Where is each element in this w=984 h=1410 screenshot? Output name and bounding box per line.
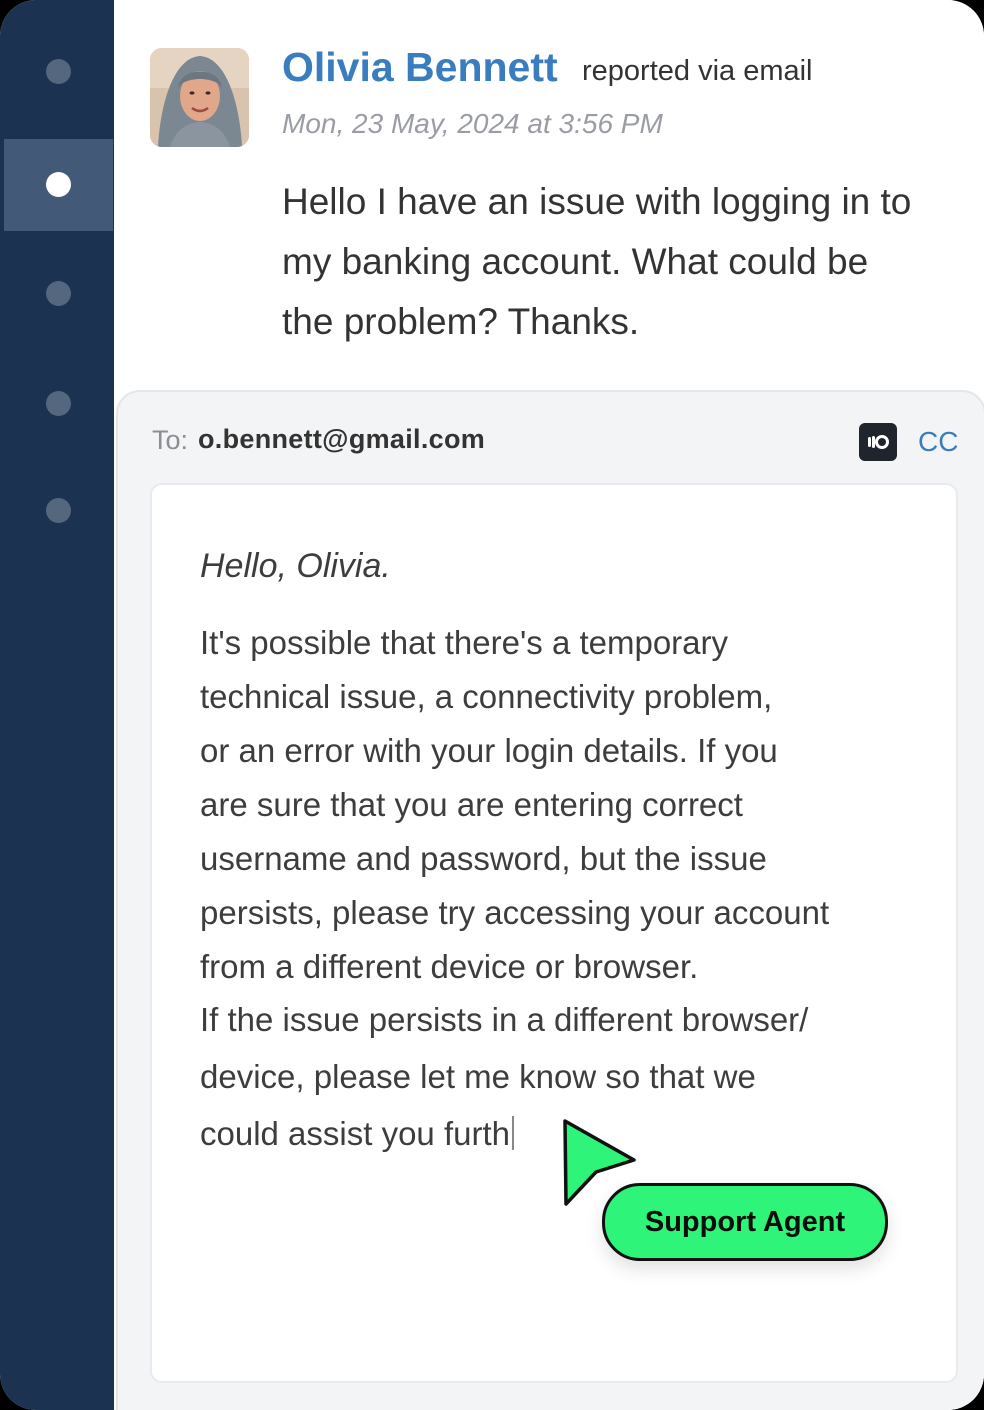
reply-line: from a different device or browser. xyxy=(200,948,699,985)
sender-name[interactable]: Olivia Bennett xyxy=(282,44,558,90)
nav-dot-icon xyxy=(46,59,71,84)
avatar xyxy=(150,48,249,147)
nav-dot-icon xyxy=(46,172,71,197)
recipient-email[interactable]: o.bennett@gmail.com xyxy=(198,424,486,454)
reply-line: or an error with your login details. If you xyxy=(200,732,778,769)
avatar-image xyxy=(150,48,249,147)
reply-line: persists, please try accessing your account xyxy=(200,894,830,931)
customer-message: Hello I have an issue with logging in to my banking account. What could be the problem? Thanks. xyxy=(282,181,912,342)
reply-greeting: Hello, Olivia. xyxy=(200,547,391,585)
sidebar-item-2[interactable] xyxy=(4,139,113,231)
cc-button[interactable]: CC xyxy=(918,426,959,457)
sidebar-item-4[interactable] xyxy=(4,358,113,450)
reply-line: If the issue persists in a different browser/ xyxy=(200,1001,809,1038)
to-label: To: xyxy=(152,425,189,455)
nav-dot-icon xyxy=(46,391,71,416)
message-timestamp: Mon, 23 May, 2024 at 3:56 PM xyxy=(282,108,663,139)
reply-line: technical issue, a connectivity problem, xyxy=(200,678,773,715)
support-agent-tag: Support Agent xyxy=(602,1183,888,1261)
chat-app-glyph-icon xyxy=(859,423,897,461)
nav-dot-icon xyxy=(46,281,71,306)
chat-app-icon[interactable] xyxy=(859,423,897,461)
channel-text: reported via email xyxy=(582,55,813,87)
reply-line-text: could assist you furth xyxy=(200,1115,510,1152)
reply-line: username and password, but the issue xyxy=(200,840,767,877)
reply-line: are sure that you are entering correct xyxy=(200,786,743,823)
text-caret xyxy=(512,1116,514,1150)
sidebar xyxy=(0,0,114,1410)
sidebar-item-5[interactable] xyxy=(4,465,113,557)
reply-line: It's possible that there's a temporary xyxy=(200,624,729,661)
nav-dot-icon xyxy=(46,498,71,523)
reply-body xyxy=(200,616,930,994)
reply-line: device, please let me know so that we xyxy=(200,1058,756,1095)
sidebar-item-1[interactable] xyxy=(4,26,113,118)
sidebar-item-3[interactable] xyxy=(4,248,113,340)
